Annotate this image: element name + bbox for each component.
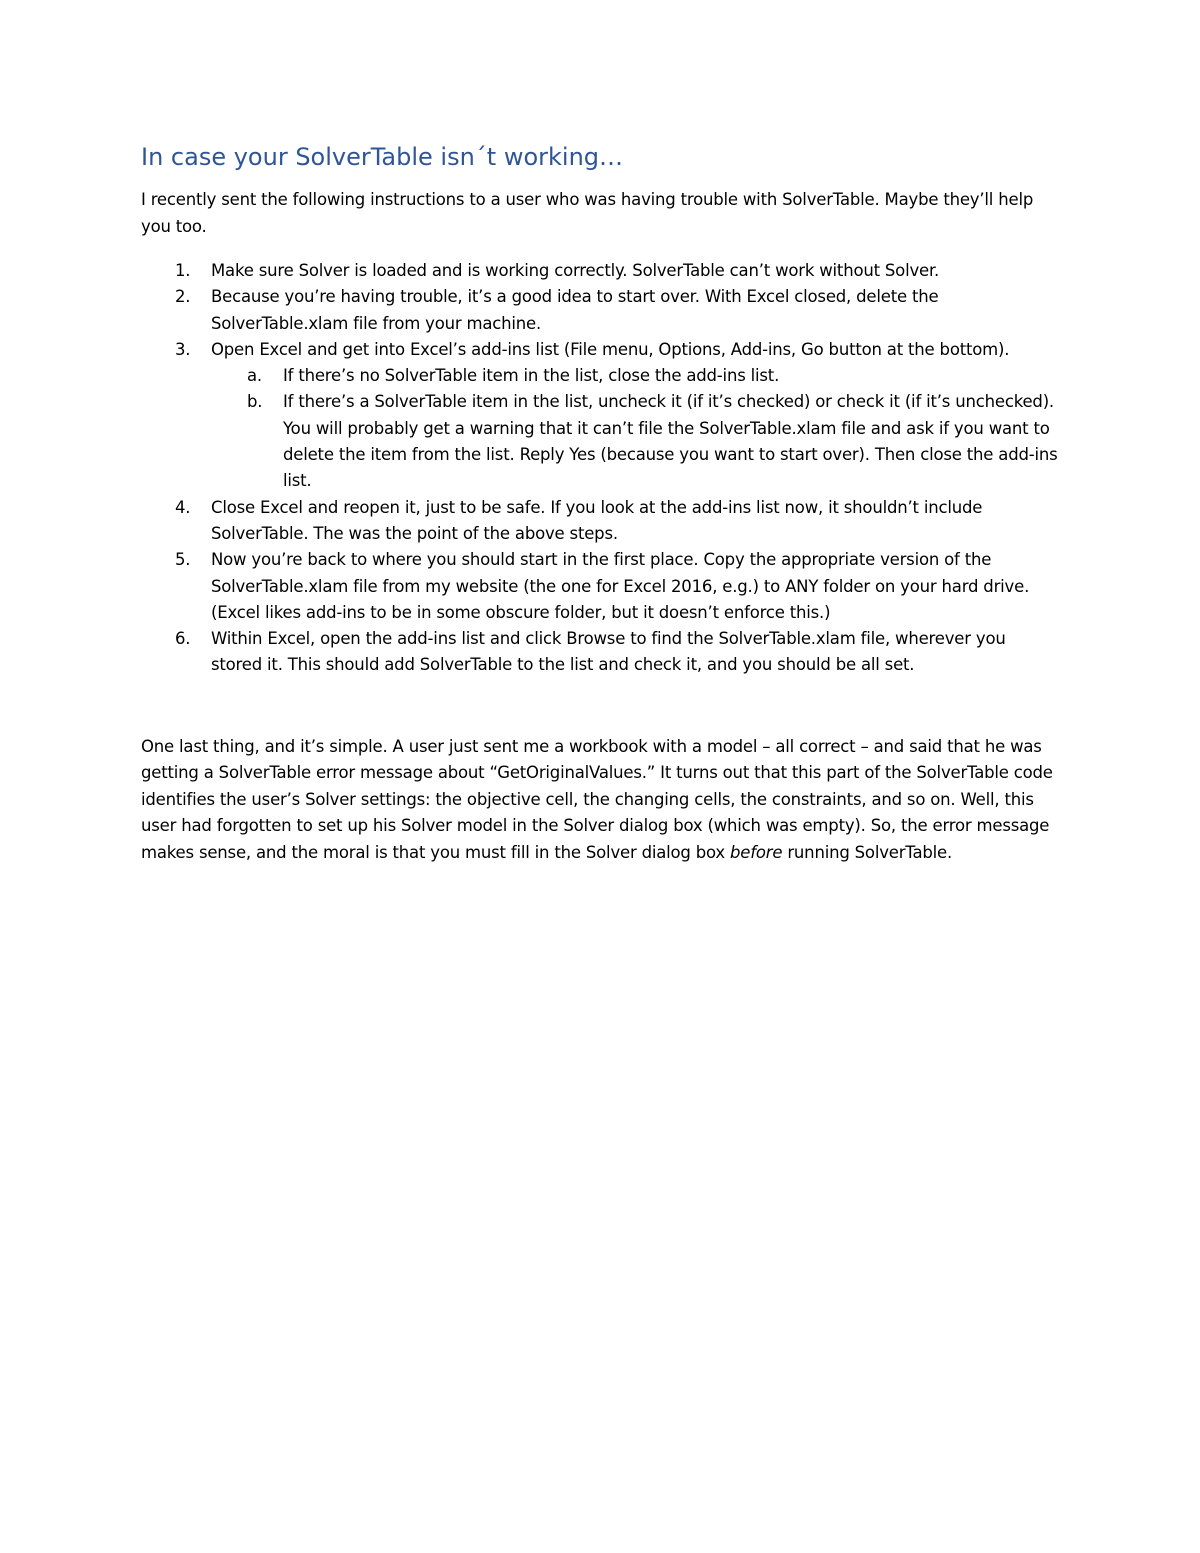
- list-item-step-6: [141, 626, 1061, 679]
- step-number: 5.: [175, 550, 191, 570]
- step-number: 6.: [175, 629, 191, 649]
- closing-paragraph: [141, 734, 1061, 866]
- step-number: 1.: [175, 261, 191, 280]
- step-number: 2.: [175, 287, 191, 307]
- sub-instruction-list: [211, 363, 1061, 494]
- list-item-step-5: [141, 547, 1061, 626]
- step-text: Open Excel and get into Excel’s add-ins list (File menu, Options, Add-ins, Go button at the bottom).: [211, 339, 1010, 359]
- list-item-step-3a: [211, 363, 1061, 389]
- step-text: Now you’re back to where you should start in the first place. Copy the appropriate version of the SolverTable.xlam file from my website (the one for Excel 2016, e.g.) to ANY folder on your hard drive. (Excel likes add-ins to be in some obscure folder, but it doesn’t enforce this.): [211, 550, 1030, 622]
- list-item-step-4: [141, 495, 1061, 548]
- step-text: Make sure Solver is loaded and is working correctly. SolverTable can’t work without Solver.: [211, 261, 940, 280]
- step-number: 4.: [175, 497, 191, 517]
- substep-letter: b.: [247, 392, 263, 412]
- closing-emphasis: before: [730, 842, 783, 862]
- substep-text: If there’s no SolverTable item in the list, close the add-ins list.: [283, 366, 780, 386]
- substep-text: If there’s a SolverTable item in the list, uncheck it (if it’s checked) or check it (if it’s unchecked). You will probably get a warning that it can’t file the SolverTable.xlam file and ask if you want to delete the item from the list. Reply Yes (because you want to start over). Then close the add-ins list.: [283, 392, 1058, 491]
- list-item-step-3b: [211, 389, 1061, 494]
- step-text: Within Excel, open the add-ins list and click Browse to find the SolverTable.xlam file, wherever you stored it. This should add SolverTable to the list and check it, and you should be all set.: [211, 629, 1006, 675]
- intro-paragraph: I recently sent the following instructions to a user who was having trouble with SolverTable. Maybe they’ll help you too.: [141, 190, 1034, 236]
- step-text: Because you’re having trouble, it’s a good idea to start over. With Excel closed, delete the SolverTable.xlam file from your machine.: [211, 287, 939, 333]
- closing-text-before: One last thing, and it’s simple. A user just sent me a workbook with a model – all correct – and said that he was getting a SolverTable error message about “GetOriginalValues.” It turns out that this part of the SolverTable code identifies the user’s Solver settings: the objective cell, the changing cells, the constraints, and so on. Well, this user had forgotten to set up his Solver model in the Solver dialog box (which was empty). So, the error message makes sense, and the moral is that you must fill in the Solver dialog box: [141, 737, 1053, 862]
- step-number: 3.: [175, 339, 191, 359]
- list-item-step-3: [141, 337, 1061, 495]
- document-heading: In case your SolverTable isn´t working…: [141, 143, 624, 171]
- step-text: Close Excel and reopen it, just to be safe. If you look at the add-ins list now, it shouldn’t include SolverTable. The was the point of the above steps.: [211, 497, 983, 543]
- instruction-list: [141, 258, 1061, 679]
- list-item-step-2: [141, 284, 1061, 337]
- closing-text-after: running SolverTable.: [782, 842, 953, 862]
- substep-letter: a.: [247, 366, 262, 386]
- list-item-step-1: [141, 258, 1061, 284]
